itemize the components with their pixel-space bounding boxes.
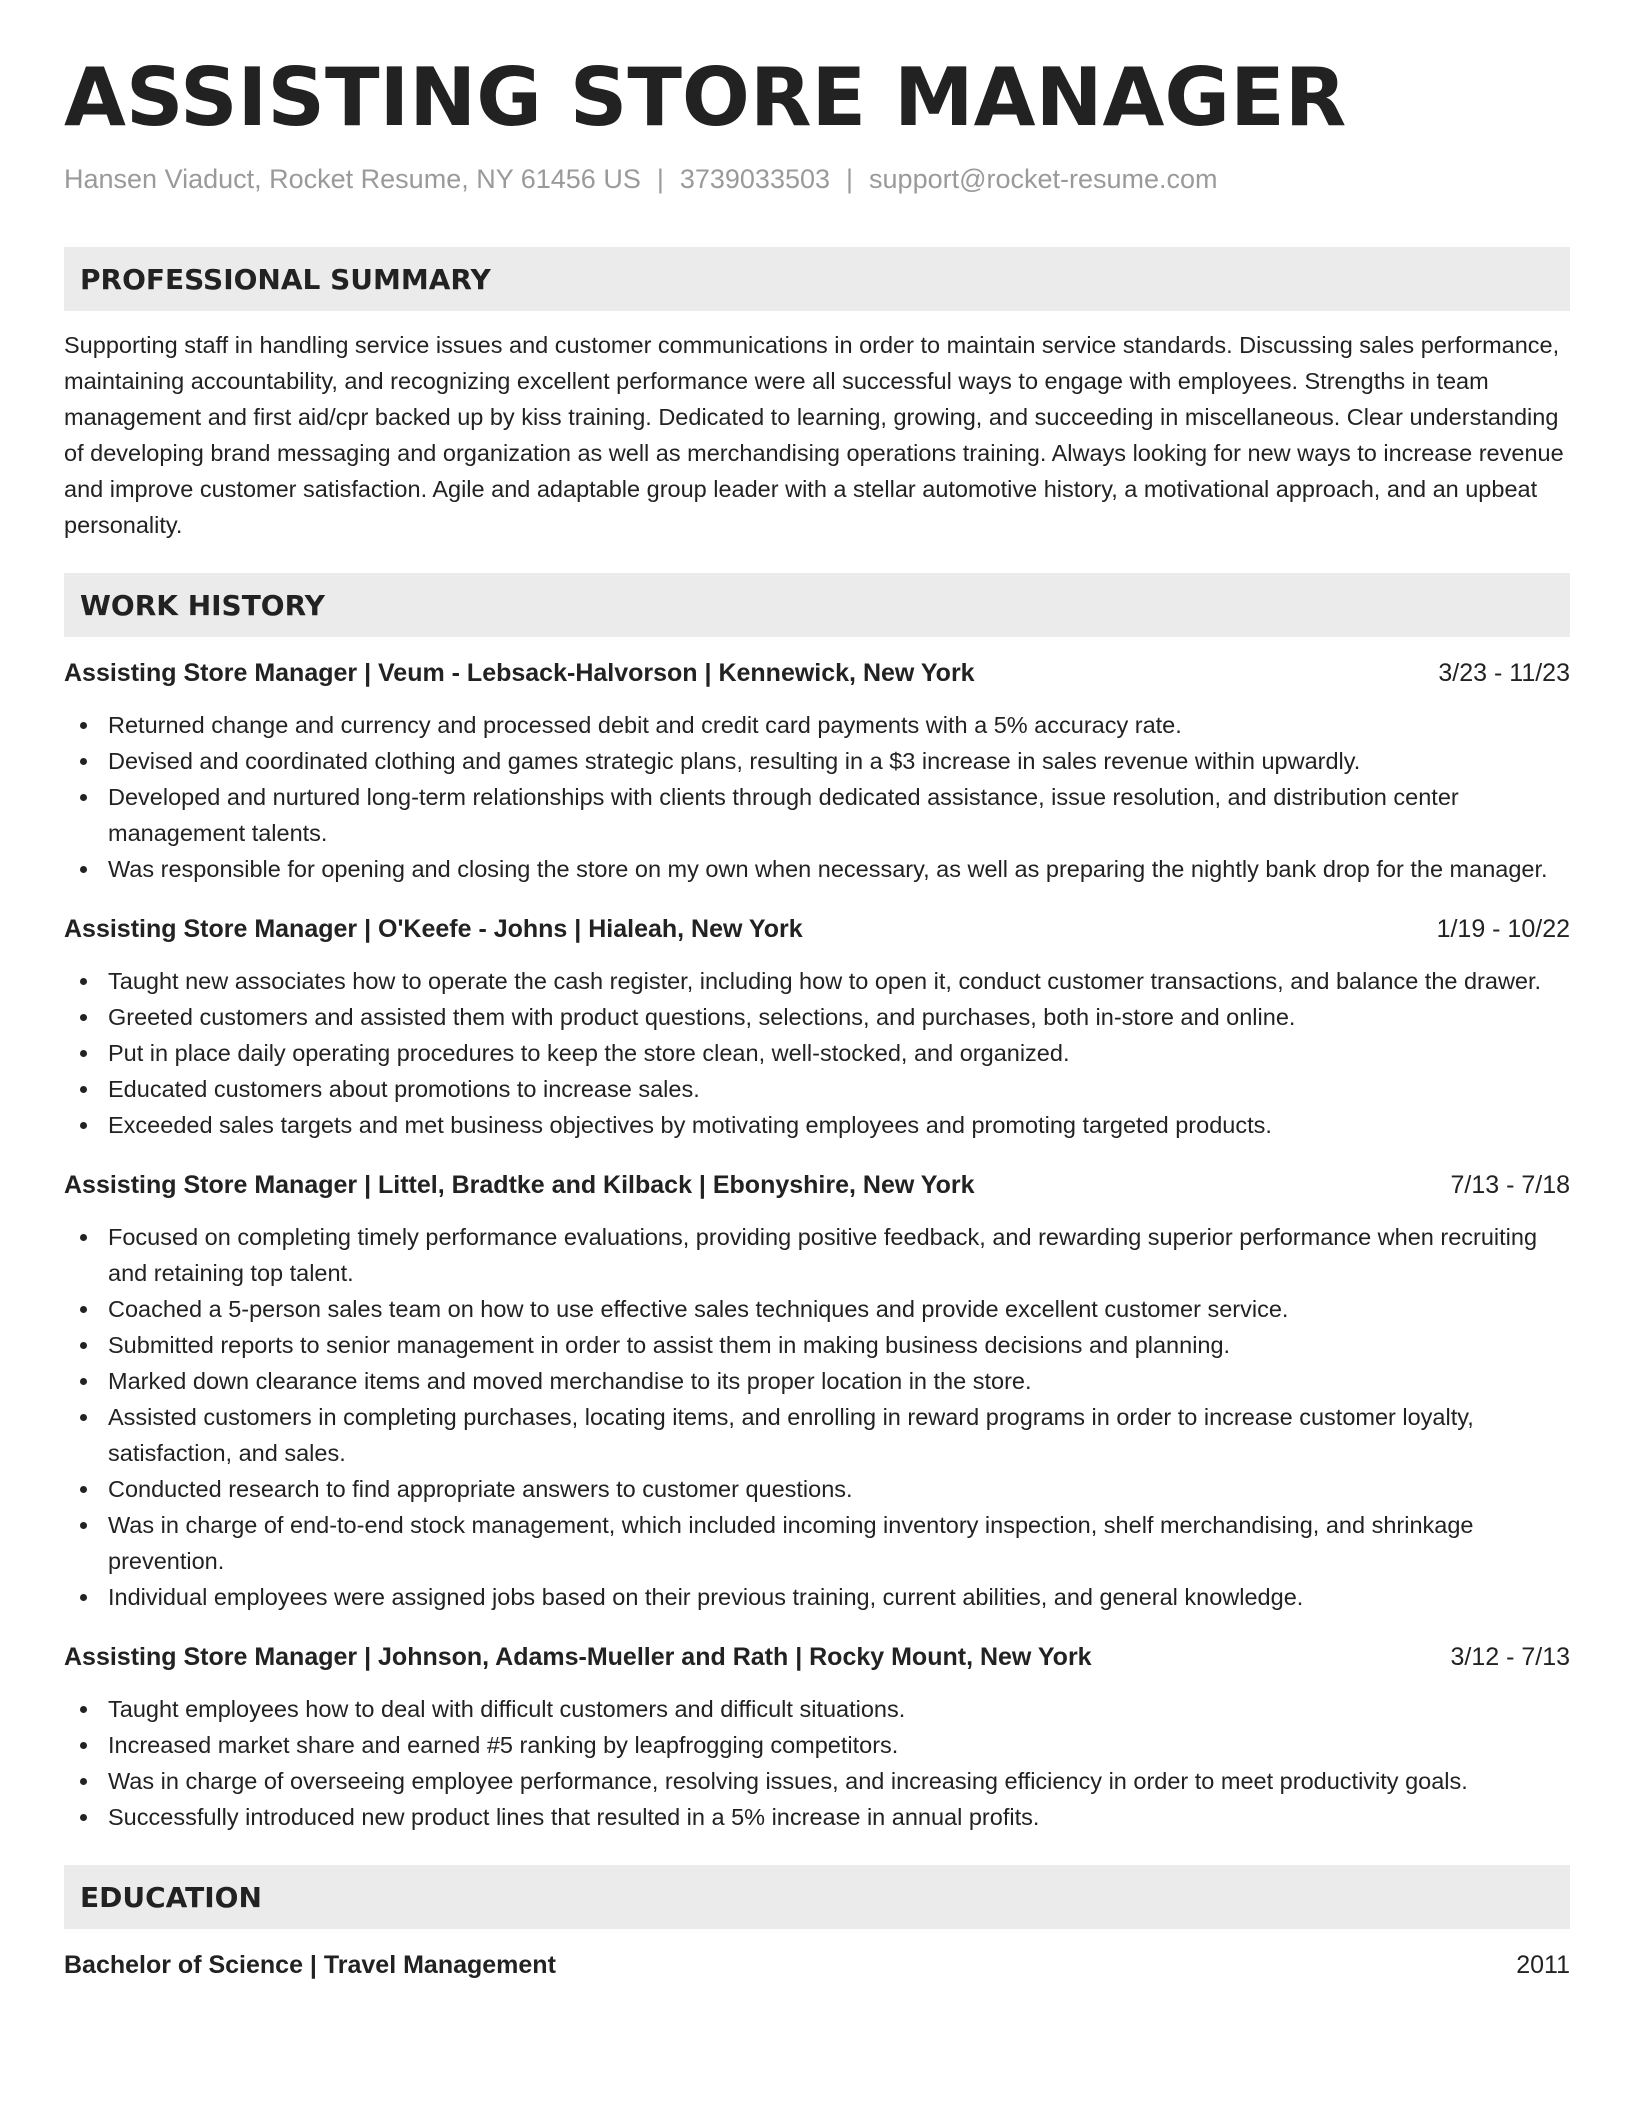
job-header <box>64 655 1570 691</box>
work-history-section <box>64 573 1570 1835</box>
job-bullet: Was in charge of end-to-end stock management, which included incoming inventory inspection, shelf merchandising, and shrinkage prevention. <box>64 1507 1570 1579</box>
job-title: Assisting Store Manager | Veum - Lebsack-Halvorson | Kennewick, New York <box>64 659 975 687</box>
job-bullet: Focused on completing timely performance evaluations, providing positive feedback, and rewarding superior performance when recruiting and retaining top talent. <box>64 1219 1570 1291</box>
job-bullet: Coached a 5-person sales team on how to use effective sales techniques and provide excellent customer service. <box>64 1291 1570 1327</box>
resume-title: ASSISTING STORE MANAGER <box>64 51 1347 144</box>
contact-separator: | <box>656 164 664 194</box>
education-year: 2011 <box>1516 1951 1570 1979</box>
job-bullets <box>64 1691 1570 1835</box>
job-title: Assisting Store Manager | O'Keefe - Johns | Hialeah, New York <box>64 915 803 943</box>
job-bullet: Was responsible for opening and closing the store on my own when necessary, as well as preparing the nightly bank drop for the manager. <box>64 851 1570 887</box>
section-heading: EDUCATION <box>64 1865 1570 1929</box>
job-entry <box>64 1639 1570 1835</box>
job-dates: 3/23 - 11/23 <box>1438 659 1570 687</box>
section-heading: PROFESSIONAL SUMMARY <box>64 247 1570 311</box>
job-title: Assisting Store Manager | Johnson, Adams-Mueller and Rath | Rocky Mount, New York <box>64 1643 1092 1671</box>
job-bullet: Individual employees were assigned jobs based on their previous training, current abilities, and general knowledge. <box>64 1579 1570 1615</box>
job-bullet: Devised and coordinated clothing and games strategic plans, resulting in a $3 increase in sales revenue within upwardly. <box>64 743 1570 779</box>
job-bullets <box>64 963 1570 1143</box>
section-heading: WORK HISTORY <box>64 573 1570 637</box>
summary-text: Supporting staff in handling service issues and customer communications in order to maintain service standards. Discussing sales performance, maintaining accountability, and recognizing excellent performance were all successful ways to engage with employees. Strengths in team management and first aid/cpr backed up by kiss training. Dedicated to learning, growing, and succeeding in miscellaneous. Clear understanding of developing brand messaging and organization as well as merchandising operations training. Always looking for new ways to increase revenue and improve customer satisfaction. Agile and adaptable group leader with a stellar automotive history, a motivational approach, and an upbeat personality. <box>64 332 1564 538</box>
job-bullet: Put in place daily operating procedures to keep the store clean, well-stocked, and organized. <box>64 1035 1570 1071</box>
job-entry <box>64 1167 1570 1615</box>
job-header <box>64 911 1570 947</box>
job-header <box>64 1639 1570 1675</box>
contact-email: support@rocket-resume.com <box>869 164 1218 194</box>
job-bullet: Conducted research to find appropriate answers to customer questions. <box>64 1471 1570 1507</box>
job-bullet: Returned change and currency and processed debit and credit card payments with a 5% accuracy rate. <box>64 707 1570 743</box>
job-entry <box>64 655 1570 887</box>
professional-summary-section <box>64 247 1570 543</box>
job-bullets <box>64 707 1570 887</box>
job-dates: 1/19 - 10/22 <box>1436 915 1570 943</box>
job-bullet: Increased market share and earned #5 ranking by leapfrogging competitors. <box>64 1727 1570 1763</box>
job-bullet: Submitted reports to senior management in order to assist them in making business decisions and planning. <box>64 1327 1570 1363</box>
job-bullet: Taught new associates how to operate the cash register, including how to open it, conduct customer transactions, and balance the drawer. <box>64 963 1570 999</box>
job-entry <box>64 911 1570 1143</box>
job-bullet: Exceeded sales targets and met business objectives by motivating employees and promoting targeted products. <box>64 1107 1570 1143</box>
contact-phone: 3739033503 <box>679 164 831 194</box>
education-entry <box>64 1947 1570 1983</box>
job-bullet: Educated customers about promotions to increase sales. <box>64 1071 1570 1107</box>
job-bullet: Was in charge of overseeing employee performance, resolving issues, and increasing efficiency in order to meet productivity goals. <box>64 1763 1570 1799</box>
contact-line <box>64 164 1570 195</box>
job-dates: 3/12 - 7/13 <box>1450 1643 1570 1671</box>
job-bullet: Marked down clearance items and moved merchandise to its proper location in the store. <box>64 1363 1570 1399</box>
contact-address: Hansen Viaduct, Rocket Resume, NY 61456 US <box>64 164 641 194</box>
job-bullet: Successfully introduced new product lines that resulted in a 5% increase in annual profits. <box>64 1799 1570 1835</box>
job-title: Assisting Store Manager | Littel, Bradtke and Kilback | Ebonyshire, New York <box>64 1171 975 1199</box>
job-bullet: Assisted customers in completing purchases, locating items, and enrolling in reward programs in order to increase customer loyalty, satisfaction, and sales. <box>64 1399 1570 1471</box>
job-bullet: Developed and nurtured long-term relationships with clients through dedicated assistance, issue resolution, and distribution center management talents. <box>64 779 1570 851</box>
contact-separator: | <box>846 164 854 194</box>
job-bullets <box>64 1219 1570 1615</box>
job-header <box>64 1167 1570 1203</box>
education-degree: Bachelor of Science | Travel Management <box>64 1951 556 1979</box>
job-bullet: Taught employees how to deal with difficult customers and difficult situations. <box>64 1691 1570 1727</box>
job-bullet: Greeted customers and assisted them with product questions, selections, and purchases, both in-store and online. <box>64 999 1570 1035</box>
education-section <box>64 1865 1570 1983</box>
job-dates: 7/13 - 7/18 <box>1450 1171 1570 1199</box>
